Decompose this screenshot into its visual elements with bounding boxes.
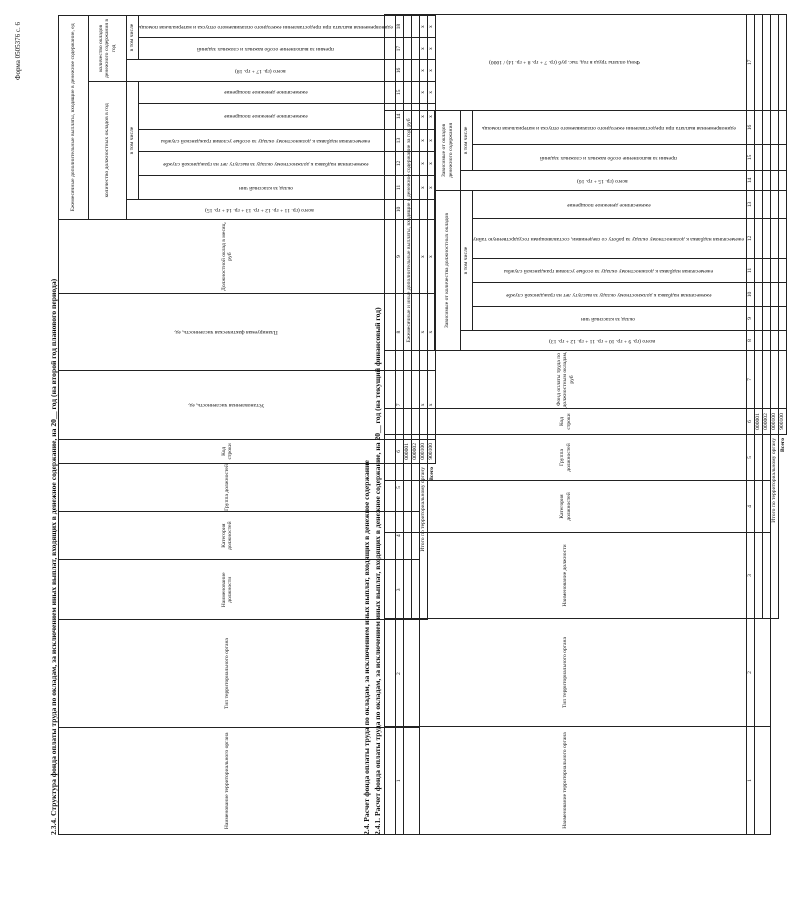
col-position-group: Группа должностей: [59, 463, 396, 511]
col-established-headcount: Установленная численность, ед.: [59, 370, 396, 439]
group-monthly-extra-payments: Ежемесячные дополнительные выплаты, входящие в денежное содержание, ед: [59, 16, 89, 220]
subtotal-row: Итого по территориальному органу 000100: [771, 14, 779, 834]
col-leave-payment-aid: единовременная выплата при предоставлении ежегодного оплачиваемого отпуска и материальная помощь: [473, 110, 747, 144]
in-that-label: в том числе: [461, 110, 473, 170]
col-special-conditions-bonus: ежемесячная надбавка к должностному окладу за особые условия гражданской службы: [139, 130, 396, 152]
col-annual-fund: Фонд оплаты труда в год, тыс. руб (гр. 7 + гр. 8 + гр. 14) / 1000): [385, 14, 747, 110]
table-2-4-1: [384, 14, 787, 835]
col-special-tasks-bonus: премии за выполнение особо важных и сложных заданий: [139, 38, 396, 60]
column-numbers-row: 1 2 3 4 5 6 7 8 9 10 11 12 13 14 15 16 17 18: [395, 16, 403, 835]
col-position-group: Группа должностей: [385, 435, 747, 481]
col-total-14: всего (гр. 15 + гр. 16): [461, 171, 747, 191]
section-2-3-4-title: 2.3.4. Структура фонда оплаты труда по окладам, за исключением иных выплат, входящих в денежное содержание, на 20__ год (на второй год планового периода): [49, 278, 58, 835]
in-that-label: в том числе: [461, 191, 473, 331]
group-money-salary-count: количество окладов денежного содержания в год: [89, 16, 127, 82]
column-numbers-row: 1 2 3 4 5 6 7 8 9 10 11 12 13 14 15 16 17: [747, 14, 755, 834]
section-2-4-1-title: 2.4.1. Расчет фонда оплаты труда по окладам, за исключением иных выплат, входящих в денежное содержание, на 20__ год (на текущий финансовый год): [373, 307, 382, 835]
col-planned-headcount: Планируемая фактическая численность, ед.: [59, 294, 396, 371]
group-salary-dependent: Зависимые от количества должностных окладов: [435, 191, 461, 351]
col-special-tasks-bonus: премии за выполнение особо важных и сложных заданий: [473, 145, 747, 171]
col-total-16: всего (гр. 17 + гр. 18): [127, 60, 396, 82]
col-total-8: всего (гр. 9 + гр. 10 + гр. 11 + гр. 12 + гр. 13): [461, 331, 747, 351]
col-monthly-incentive-14: ежемесячное денежное поощрение: [139, 103, 396, 129]
col-seniority-bonus: ежемесячная надбавка к должностному окладу за выслугу лет на гражданской службе: [139, 151, 396, 175]
col-position-name: Наименование должности: [385, 533, 747, 619]
table-row: 000002: [411, 16, 419, 835]
col-state-secret-bonus: ежемесячная надбавка к должностному окладу за работу со сведениями, составляющими государственную тайну: [473, 219, 747, 259]
col-class-rank-pay: оклад за классный чин: [139, 176, 396, 200]
col-territorial-org-name: Наименование территориального органа: [385, 727, 747, 835]
col-position-category: Категория должностей: [385, 481, 747, 533]
col-position-category: Категория должностей: [59, 512, 396, 560]
col-line-code: Код строки: [385, 409, 747, 435]
col-salary-fund: Фонд оплаты труда по должностным окладам, руб: [385, 351, 747, 409]
in-that-label: в том числе: [127, 16, 139, 60]
form-label: Форма 0505376 с. 6: [14, 22, 22, 81]
group-salary-count: количество должностных окладов в год: [89, 81, 127, 219]
table-row: 000001: [403, 16, 411, 835]
grand-total-row: Всего 900100 x x x x x x x x x x x: [427, 16, 435, 835]
col-special-conditions-bonus: ежемесячная надбавка к должностному окладу за особые условия гражданской службы: [473, 259, 747, 283]
in-that-label: в том числе: [127, 81, 139, 199]
col-territorial-org-name: Наименование территориального органа: [59, 727, 396, 834]
group-money-salary-dependent: Зависимые от окладов денежного содержания: [435, 110, 461, 190]
table-row: 000001: [755, 14, 763, 834]
col-seniority-bonus: ежемесячная надбавка к должностному окладу за выслугу лет на гражданской службе: [473, 283, 747, 307]
col-leave-payment-aid: единовременная выплата при предоставлении ежегодного оплачиваемого отпуска и материальная помощь: [139, 16, 396, 38]
col-position-name: Наименование должности: [59, 560, 396, 620]
grand-total-row: Всего 900100: [779, 14, 787, 834]
col-line-code: Код строки: [59, 439, 396, 463]
table-row: 000002: [763, 14, 771, 834]
col-total-10: всего (гр. 11 + гр. 12 + гр. 13 + гр. 14 + гр. 15): [127, 200, 396, 220]
col-territorial-org-type: Тип территориального органа: [59, 620, 396, 727]
col-monthly-incentive: ежемесячное денежное поощрение: [473, 191, 747, 219]
col-monthly-incentive-15: ежемесячное денежное поощрение: [139, 81, 396, 103]
group-monthly-extra-payments: Ежемесячные и иные дополнительные выплаты, входящие в денежное содержание за год, руб: [385, 110, 435, 350]
section-2-4-title: 2.4. Расчет фонда оплаты труда по окладам, за исключением иных выплат, входящих в денежное содержание: [362, 460, 371, 835]
subtotal-row: Итого по территориальному органу 000100 x x x x x x x x x x x: [419, 16, 427, 835]
col-territorial-org-type: Тип территориального органа: [385, 619, 747, 727]
col-class-rank-pay: оклад за классный чин: [473, 307, 747, 331]
col-monthly-salary: Должностной оклад в месяц, руб: [59, 219, 396, 293]
